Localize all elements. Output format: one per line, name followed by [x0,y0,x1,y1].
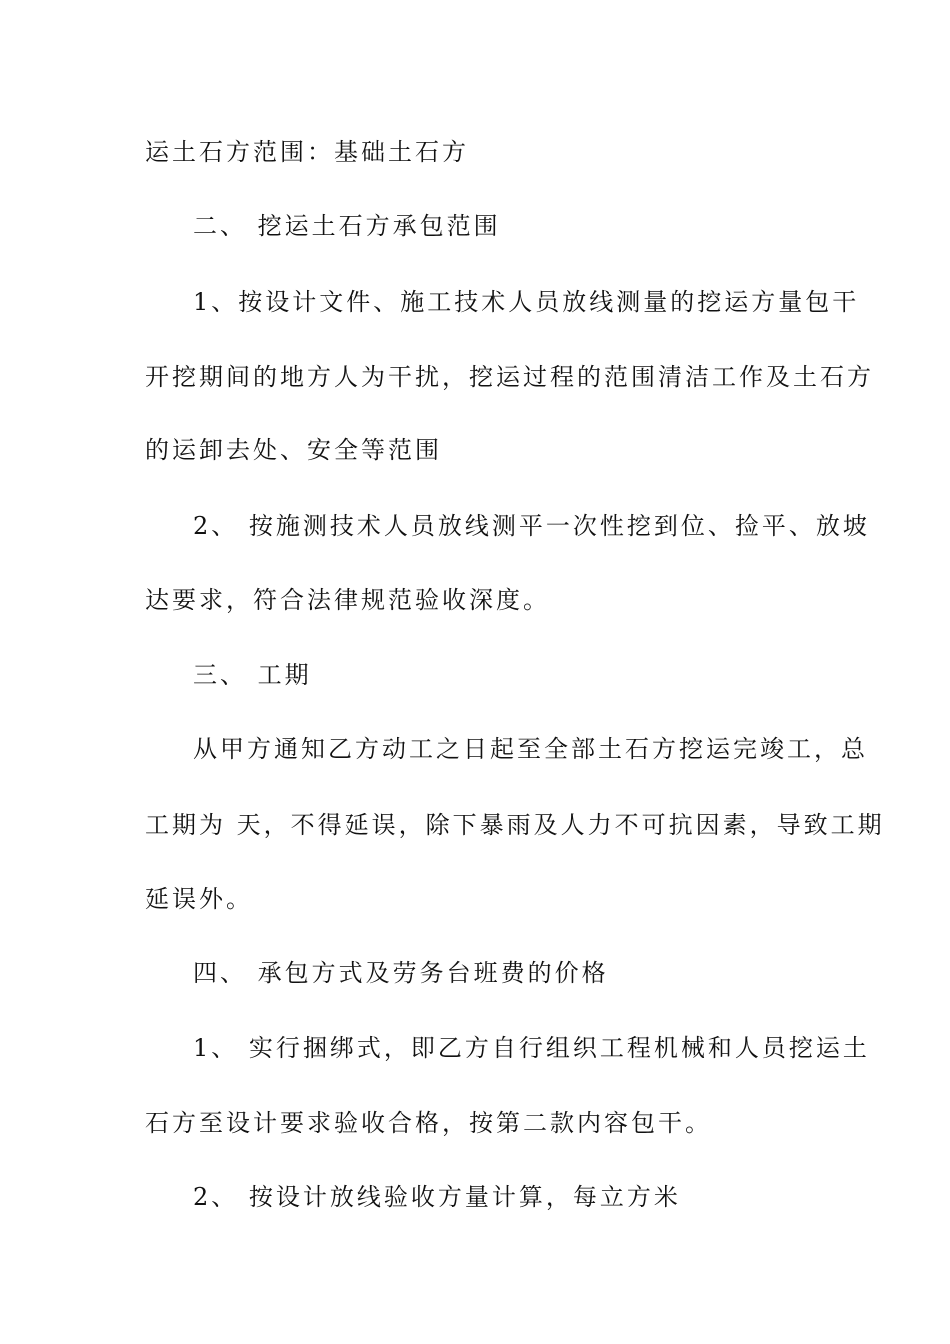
paragraph-line: 2、 按设计放线验收方量计算，每立方米 [193,1183,681,1211]
paragraph-line: 延误外。 [145,885,253,913]
paragraph-line: 开挖期间的地方人为干扰，挖运过程的范围清洁工作及土石方 [145,363,874,391]
paragraph-line: 石方至设计要求验收合格，按第二款内容包干。 [145,1109,712,1137]
section-heading-two: 二、 挖运土石方承包范围 [193,212,501,240]
paragraph-line: 达要求，符合法律规范验收深度。 [145,586,550,614]
paragraph-line: 工期为 天，不得延误，除下暴雨及人力不可抗因素，导致工期 [145,811,885,839]
scope-line: 运土石方范围：基础土石方 [145,138,469,166]
paragraph-line: 1、 实行捆绑式，即乙方自行组织工程机械和人员挖运土 [193,1034,870,1062]
paragraph-line: 1、按设计文件、施工技术人员放线测量的挖运方量包干 [193,288,860,316]
paragraph-line: 的运卸去处、安全等范围 [145,436,442,464]
paragraph-line: 从甲方通知乙方动工之日起至全部土石方挖运完竣工，总 [193,735,868,763]
section-heading-three: 三、 工期 [193,661,312,689]
section-heading-four: 四、 承包方式及劳务台班费的价格 [193,959,609,987]
paragraph-line: 2、 按施测技术人员放线测平一次性挖到位、捡平、放坡 [193,512,870,540]
